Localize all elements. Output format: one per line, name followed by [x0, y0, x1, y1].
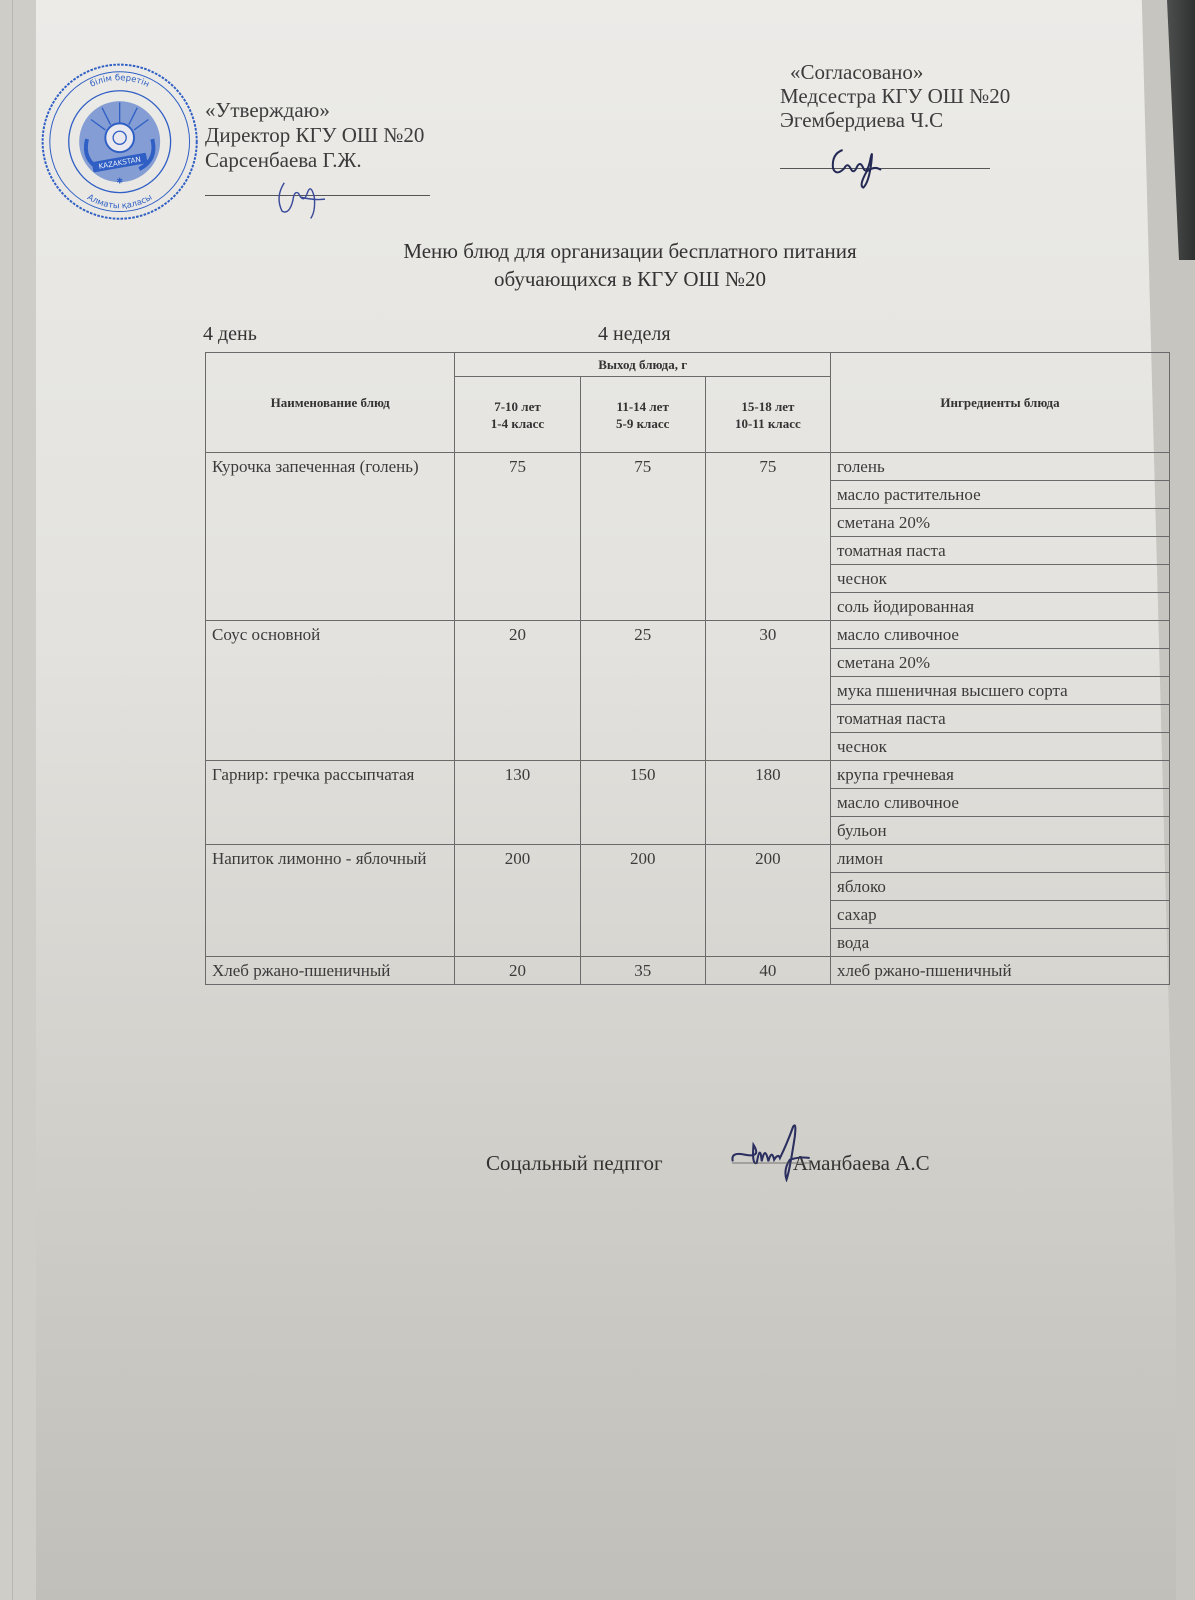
dish-yield: 35: [580, 957, 705, 985]
page-edge-left: [0, 0, 37, 1600]
ingredient: яблоко: [831, 873, 1170, 901]
header-ingredients: Ингредиенты блюда: [831, 353, 1170, 453]
ingredient: масло сливочное: [831, 789, 1170, 817]
official-stamp: [40, 62, 200, 222]
dish-yield: 40: [705, 957, 830, 985]
ingredient: томатная паста: [831, 537, 1170, 565]
footer-name: Аманбаева А.С: [792, 1151, 930, 1175]
approval-block-nurse: [780, 60, 1010, 169]
approval-name: Эгембердиева Ч.С: [780, 108, 944, 132]
ingredient: томатная паста: [831, 705, 1170, 733]
stamp-center-text: KAZAKSTAN: [97, 154, 142, 171]
ingredient: соль йодированная: [831, 593, 1170, 621]
approval-heading: «Согласовано»: [790, 60, 924, 84]
approval-position: Медсестра КГУ ОШ №20: [780, 84, 1011, 108]
stamp-star-icon: ✱: [116, 176, 123, 186]
header-age-group: [455, 377, 580, 453]
dish-yield: 20: [455, 957, 580, 985]
ingredient: масло растительное: [831, 481, 1170, 509]
dish-yield: 20: [455, 621, 580, 761]
background-surface: [1155, 0, 1195, 260]
ingredient: бульон: [831, 817, 1170, 845]
dish-name: Соус основной: [206, 621, 455, 761]
table-row: [206, 761, 1170, 789]
header-row: [206, 353, 1170, 377]
table-row: [206, 621, 1170, 649]
grade-range: 1-4 класс: [490, 415, 545, 431]
dish-yield: 150: [580, 761, 705, 845]
title-line-2: обучающихся в КГУ ОШ №20: [493, 267, 767, 291]
age-range: 7-10 лет: [494, 398, 541, 414]
stamp-bottom-text: Алматы қаласы: [85, 191, 154, 211]
nurse-signature: [822, 138, 892, 194]
footer-role: Соцальный педпгог: [486, 1151, 663, 1175]
menu-table-body: [206, 453, 1170, 985]
emblem-icon: [79, 101, 160, 182]
menu-table: [205, 352, 1170, 985]
approval-name: Сарсенбаева Г.Ж.: [205, 148, 362, 172]
director-signature: [265, 172, 335, 222]
dish-name: Напиток лимонно - яблочный: [206, 845, 455, 957]
dish-yield: 180: [705, 761, 830, 845]
stamp-ring-text: білім беретін: [88, 72, 152, 89]
ingredient: чеснок: [831, 733, 1170, 761]
dish-yield: 30: [705, 621, 830, 761]
dish-yield: 130: [455, 761, 580, 845]
dish-yield: 75: [455, 453, 580, 621]
day-label: 4 день: [203, 323, 257, 345]
ingredient: масло сливочное: [831, 621, 1170, 649]
social-pedagogue-signature: [720, 1120, 820, 1182]
grade-range: 10-11 класс: [735, 415, 801, 431]
approval-position: Директор КГУ ОШ №20: [205, 123, 425, 147]
footer-signoff: [486, 1150, 930, 1176]
ingredient: сметана 20%: [831, 649, 1170, 677]
grade-range: 5-9 класс: [615, 415, 670, 431]
table-row: [206, 957, 1170, 985]
header-age-group: [580, 377, 705, 453]
age-range: 11-14 лет: [616, 398, 669, 414]
week-label: 4 неделя: [598, 323, 671, 345]
title-line-1: Меню блюд для организации бесплатного питания: [403, 239, 857, 263]
approval-heading: «Утверждаю»: [205, 98, 330, 122]
dish-name: Гарнир: гречка рассыпчатая: [206, 761, 455, 845]
dish-name: Курочка запеченная (голень): [206, 453, 455, 621]
ingredient: вода: [831, 929, 1170, 957]
table-row: [206, 453, 1170, 481]
dish-yield: 200: [580, 845, 705, 957]
ingredient: мука пшеничная высшего сорта: [831, 677, 1170, 705]
ingredient: сметана 20%: [831, 509, 1170, 537]
document-title: [300, 237, 960, 293]
ingredient: крупа гречневая: [831, 761, 1170, 789]
dish-yield: 200: [705, 845, 830, 957]
table-row: [206, 845, 1170, 873]
header-age-group: [705, 377, 830, 453]
ingredient: хлеб ржано-пшеничный: [831, 957, 1170, 985]
ingredient: голень: [831, 453, 1170, 481]
ingredient: чеснок: [831, 565, 1170, 593]
dish-yield: 75: [705, 453, 830, 621]
ingredient: лимон: [831, 845, 1170, 873]
dish-yield: 75: [580, 453, 705, 621]
dish-yield: 200: [455, 845, 580, 957]
header-dish-name: Наименование блюд: [206, 353, 455, 453]
age-range: 15-18 лет: [741, 398, 795, 414]
dish-name: Хлеб ржано-пшеничный: [206, 957, 455, 985]
dish-yield: 25: [580, 621, 705, 761]
ingredient: сахар: [831, 901, 1170, 929]
header-yield: Выход блюда, г: [455, 353, 831, 377]
